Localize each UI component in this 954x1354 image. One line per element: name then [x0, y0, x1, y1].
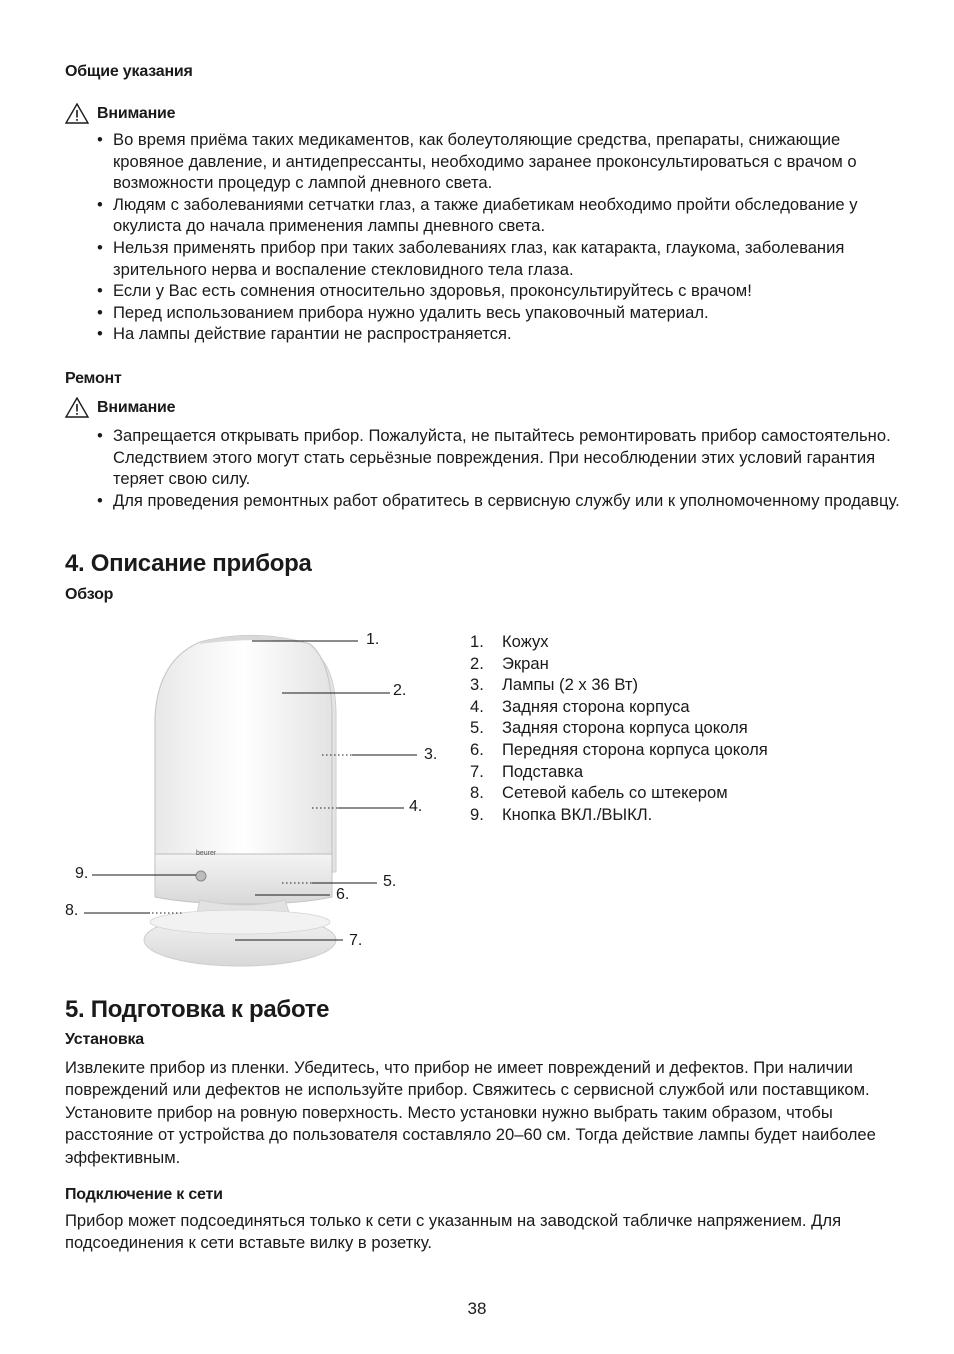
- callout-7: 7.: [349, 932, 363, 949]
- network-heading: Подключение к сети: [65, 1186, 223, 1203]
- list-item: 7. Подставка: [470, 761, 584, 781]
- list-item: • Для проведения ремонтных работ обратитесь в сервисную службу или к уполномоченному продавцу.: [65, 490, 905, 512]
- general-warning-label: Внимание: [97, 104, 176, 122]
- callout-9: 9.: [75, 865, 89, 882]
- warning-icon: [65, 397, 89, 418]
- power-button: [196, 871, 206, 881]
- list-item: 6. Передняя сторона корпуса цоколя: [470, 739, 768, 759]
- list-item: 8. Сетевой кабель со штекером: [470, 783, 728, 803]
- overview-heading: Обзор: [65, 586, 114, 603]
- device-illustration: [60, 622, 450, 972]
- list-item: 4. Задняя сторона корпуса: [470, 696, 690, 716]
- install-text: Извлеките прибор из пленки. Убедитесь, что прибор не имеет повреждений и дефектов. При наличии повреждений или дефектов не используйте прибор. Свяжитесь с сервисной службой или поставщиком. Установите прибор на ровную поверхность. Место установки нужно выбрать таким образом, чтобы расстояние от устройства до пользователя составляло 20–60 см. Тогда действие лампы будет наиболее эффективным.: [65, 1058, 876, 1167]
- general-list: [65, 129, 905, 345]
- warning-icon: [65, 103, 89, 124]
- list-item: 5. Задняя сторона корпуса цоколя: [470, 718, 748, 738]
- list-item: 9. Кнопка ВКЛ./ВЫКЛ.: [470, 804, 653, 824]
- repair-warning-label: Внимание: [97, 398, 176, 416]
- brand-logo: beurer: [196, 850, 217, 857]
- list-item: • Перед использованием прибора нужно удалить весь упаковочный материал.: [65, 302, 905, 324]
- repair-warning: [65, 397, 175, 418]
- callout-4: 4.: [409, 798, 423, 815]
- list-item: 1. Кожух: [470, 632, 549, 651]
- list-item: • Запрещается открывать прибор. Пожалуйста, не пытайтесь ремонтировать прибор самостоятельно. Следствием этого могут стать серьёзные повреждения. При несоблюдении этих условий гарантия теряет свою силу.: [65, 425, 905, 490]
- general-heading: Общие указания: [65, 63, 193, 80]
- network-text: Прибор может подсоединяться только к сети с указанным на заводской табличке напряжением. Для подсоединения к сети вставьте вилку в розетку.: [65, 1211, 842, 1253]
- list-item: • Нельзя применять прибор при таких заболеваниях глаз, как катаракта, глаукома, заболевания зрительного нерва и воспаление стекловидного тела глаза.: [65, 237, 905, 280]
- lamp-screen: [155, 635, 332, 872]
- list-item: • На лампы действие гарантии не распространяется.: [65, 323, 905, 345]
- list-item: • Во время приёма таких медикаментов, как болеутоляющие средства, препараты, снижающие кровяное давление, и антидепрессанты, необходимо заранее проконсультироваться с врачом о возможности процедур с лампой дневного света.: [65, 129, 905, 194]
- list-item: • Людям с заболеваниями сетчатки глаз, а также диабетикам необходимо пройти обследование у окулиста до начала применения лампы дневного света.: [65, 194, 905, 237]
- general-warning: [65, 103, 175, 124]
- callout-8: 8.: [65, 902, 79, 919]
- section-4-title: 4. Описание прибора: [65, 550, 312, 577]
- list-item: 3. Лампы (2 x 36 Вт): [470, 675, 639, 695]
- repair-heading: Ремонт: [65, 370, 122, 387]
- parts-list: [470, 631, 910, 825]
- callout-5: 5.: [383, 873, 397, 890]
- base-housing: [155, 854, 332, 904]
- callout-3: 3.: [424, 746, 438, 763]
- section-5-title: 5. Подготовка к работе: [65, 996, 330, 1023]
- page-number: 38: [467, 1299, 487, 1318]
- repair-list: [65, 425, 905, 511]
- list-item: 2. Экран: [470, 653, 549, 673]
- list-item: • Если у Вас есть сомнения относительно здоровья, проконсультируйтесь с врачом!: [65, 280, 905, 302]
- install-heading: Установка: [65, 1031, 144, 1048]
- callout-1: 1.: [366, 631, 380, 648]
- callout-6: 6.: [336, 886, 350, 903]
- callout-2: 2.: [393, 682, 407, 699]
